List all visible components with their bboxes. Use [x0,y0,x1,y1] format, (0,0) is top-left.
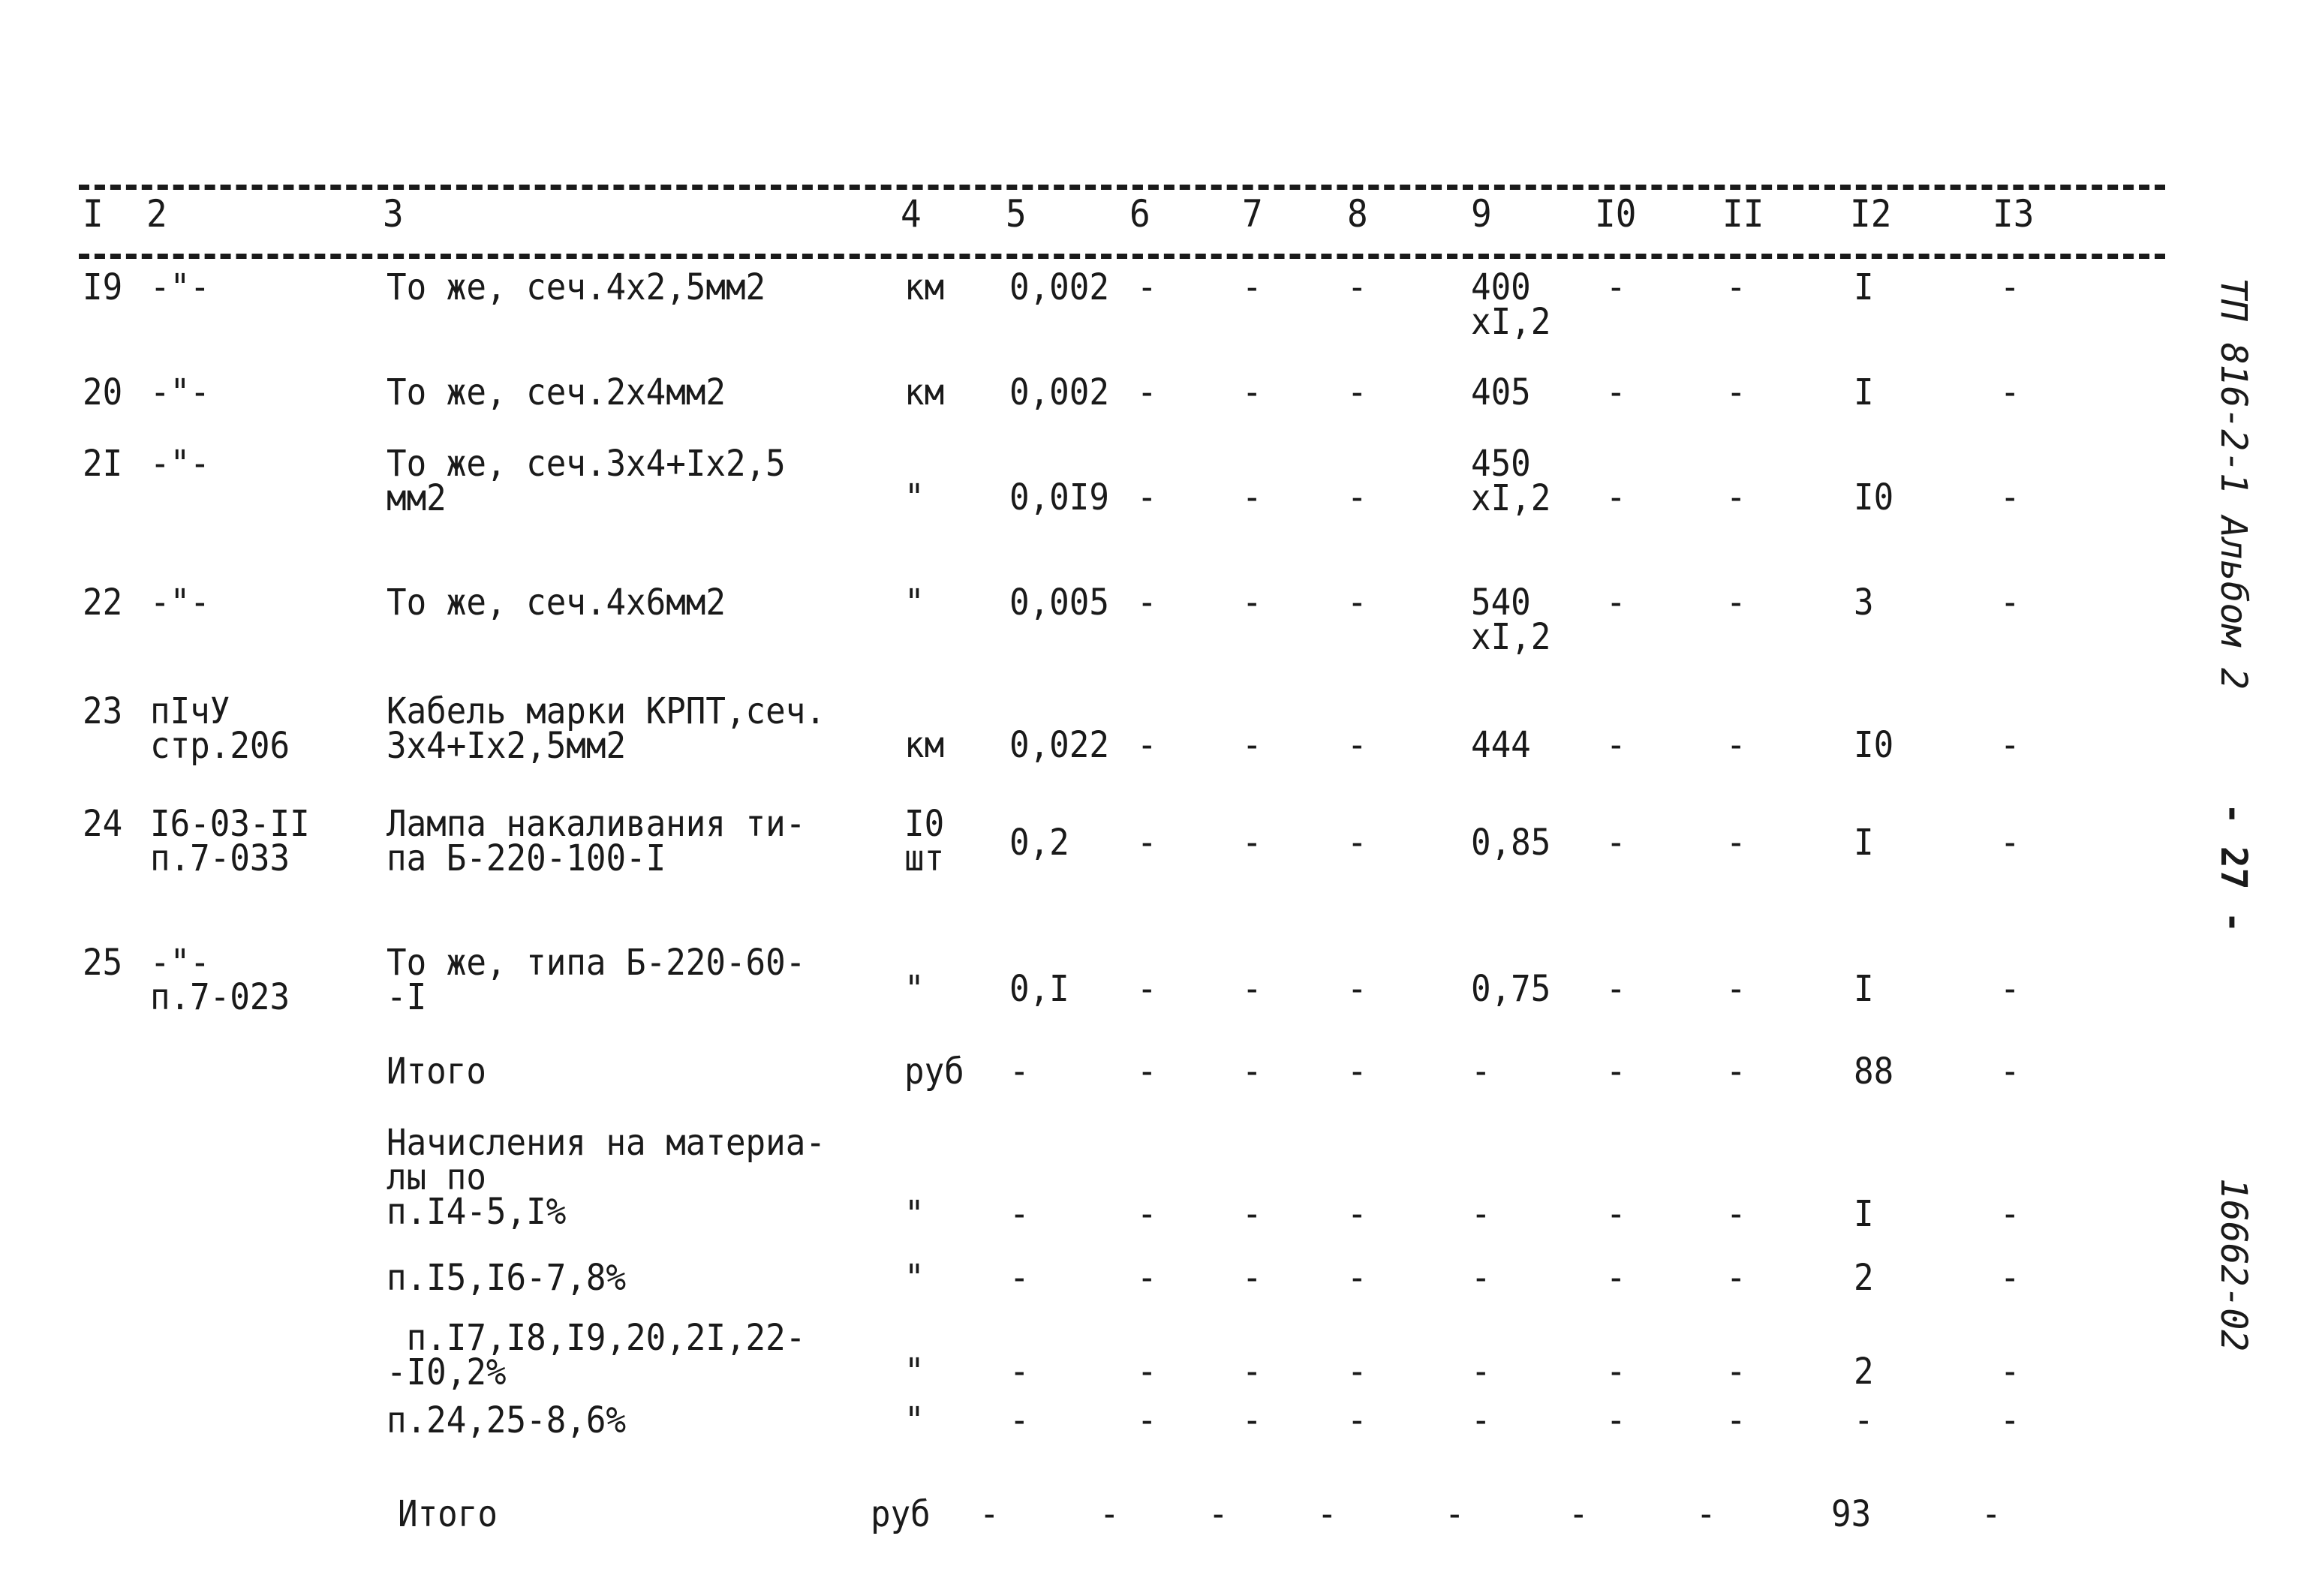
col-8-value: - [1347,968,1367,1010]
col-7-value: - [1242,476,1262,518]
col-5-value: - [1009,1050,1030,1093]
col-10-value: - [1606,1193,1626,1235]
norm-reference: -"- [150,443,210,485]
unit: I0 шт [904,803,945,879]
item-description: Итого [387,1050,486,1093]
col-10-value: - [1606,724,1626,766]
column-header-11: II [1722,192,1764,236]
col-6-value: - [1137,1193,1157,1235]
col-11-value: - [1726,1399,1746,1441]
col-8-value: - [1347,1193,1367,1235]
col-5-value: - [1009,1351,1030,1393]
col-5-value: 0,2 [1009,822,1069,864]
col-9-value: - [1471,1193,1491,1235]
col-7-value: - [1242,724,1262,766]
column-header-3: 3 [383,192,404,236]
col-6-value: - [1137,822,1157,864]
col-8-value: - [1347,266,1367,308]
unit: " [904,1399,925,1441]
col-7-value: - [1242,266,1262,308]
col-10-value: - [1606,582,1626,624]
col-13-value: - [2000,266,2020,308]
col-5-value: 0,0I9 [1009,476,1109,518]
total-c6: - [1099,1493,1120,1535]
col-11-value: - [1726,822,1746,864]
item-description: То же, сеч.2х4мм2 [387,371,726,413]
header-top-rule [79,185,2165,190]
col-12-value: I [1854,822,1874,864]
col-5-value: - [1009,1257,1030,1299]
col-11-value: - [1726,582,1746,624]
col-11-value: - [1726,1351,1746,1393]
col-6-value: - [1137,724,1157,766]
item-description: п.I7,I8,I9,20,2I,22- -I0,2% [387,1317,806,1393]
col-6-value: - [1137,266,1157,308]
col-12-value: 88 [1854,1050,1894,1093]
col-6-value: - [1137,1050,1157,1093]
col-10-value: - [1606,1257,1626,1299]
col-12-value: 3 [1854,582,1874,624]
unit: " [904,476,925,518]
total-c11: - [1696,1493,1716,1535]
row-number: 22 [83,582,123,624]
col-10-value: - [1606,822,1626,864]
item-description: Кабель марки КРПТ,сеч. 3х4+Iх2,5мм2 [387,690,826,767]
norm-reference: -"- п.7-023 [150,942,290,1018]
col-8-value: - [1347,582,1367,624]
total-c12: 93 [1831,1493,1872,1535]
col-9-value: 0,85 [1471,822,1551,864]
col-7-value: - [1242,968,1262,1010]
col-10-value: - [1606,968,1626,1010]
col-5-value: 0,022 [1009,724,1109,766]
col-5-value: 0,002 [1009,371,1109,413]
column-header-10: I0 [1595,192,1637,236]
col-9-value: - [1471,1050,1491,1093]
total-c9: - [1445,1493,1465,1535]
col-9-value: 540 xI,2 [1471,582,1551,658]
col-13-value: - [2000,1399,2020,1441]
column-header-5: 5 [1006,192,1027,236]
col-7-value: - [1242,822,1262,864]
col-9-value: 0,75 [1471,968,1551,1010]
row-number: 20 [83,371,123,413]
col-12-value: I [1854,1193,1874,1235]
unit: " [904,1351,925,1393]
col-5-value: 0,005 [1009,582,1109,624]
col-7-value: - [1242,1193,1262,1235]
col-7-value: - [1242,1399,1262,1441]
item-description: То же, типа Б-220-60- -I [387,942,806,1018]
col-11-value: - [1726,968,1746,1010]
unit: " [904,968,925,1010]
column-header-6: 6 [1129,192,1150,236]
total-c10: - [1569,1493,1589,1535]
row-number: 2I [83,443,123,485]
col-13-value: - [2000,1257,2020,1299]
col-9-value: - [1471,1351,1491,1393]
col-13-value: - [2000,476,2020,518]
col-12-value: I0 [1854,724,1894,766]
norm-reference: -"- [150,266,210,308]
norm-reference: -"- [150,371,210,413]
col-6-value: - [1137,968,1157,1010]
unit: км [904,371,945,413]
item-description: Начисления на материа- лы по п.I4-5,I% [387,1122,826,1233]
norm-reference: пIчУ стр.206 [150,690,290,767]
col-10-value: - [1606,1399,1626,1441]
col-8-value: - [1347,476,1367,518]
col-7-value: - [1242,371,1262,413]
col-7-value: - [1242,1351,1262,1393]
col-13-value: - [2000,822,2020,864]
col-12-value: 2 [1854,1351,1874,1393]
col-12-value: I0 [1854,476,1894,518]
total-c13: - [1981,1493,2002,1535]
row-number: I9 [83,266,123,308]
col-5-value: - [1009,1193,1030,1235]
col-6-value: - [1137,1257,1157,1299]
col-11-value: - [1726,476,1746,518]
item-description: То же, сеч.4х2,5мм2 [387,266,766,308]
total-unit: руб [871,1493,931,1535]
col-8-value: - [1347,1050,1367,1093]
col-13-value: - [2000,371,2020,413]
col-11-value: - [1726,266,1746,308]
col-6-value: - [1137,476,1157,518]
col-13-value: - [2000,1351,2020,1393]
col-5-value: 0,I [1009,968,1069,1010]
page-number: - 27 - [2212,803,2254,933]
col-7-value: - [1242,1050,1262,1093]
column-header-1: I [83,192,104,236]
item-description: То же, сеч.3х4+Iх2,5 мм2 [387,443,786,519]
col-10-value: - [1606,1050,1626,1093]
col-7-value: - [1242,582,1262,624]
col-9-value: 444 [1471,724,1531,766]
column-header-7: 7 [1242,192,1263,236]
col-6-value: - [1137,1399,1157,1441]
col-8-value: - [1347,1399,1367,1441]
column-header-4: 4 [901,192,922,236]
row-number: 23 [83,690,123,732]
column-header-9: 9 [1471,192,1492,236]
unit: " [904,1257,925,1299]
total-label: Итого [398,1493,498,1535]
item-description: п.24,25-8,6% [387,1399,627,1441]
col-5-value: - [1009,1399,1030,1441]
col-12-value: I [1854,371,1874,413]
col-9-value: 405 [1471,371,1531,413]
unit: км [904,266,945,308]
col-12-value: I [1854,968,1874,1010]
row-number: 24 [83,803,123,845]
col-10-value: - [1606,371,1626,413]
col-12-value: 2 [1854,1257,1874,1299]
col-13-value: - [2000,1193,2020,1235]
col-12-value: - [1854,1399,1874,1441]
column-header-12: I2 [1850,192,1892,236]
col-8-value: - [1347,371,1367,413]
col-11-value: - [1726,724,1746,766]
column-header-8: 8 [1347,192,1368,236]
column-header-2: 2 [146,192,167,236]
col-11-value: - [1726,1193,1746,1235]
unit: " [904,582,925,624]
col-11-value: - [1726,371,1746,413]
col-9-value: 400 xI,2 [1471,266,1551,343]
col-13-value: - [2000,1050,2020,1093]
col-8-value: - [1347,822,1367,864]
col-5-value: 0,002 [1009,266,1109,308]
total-c7: - [1208,1493,1229,1535]
sheet-code: 16662-02 [2212,1178,2254,1352]
norm-reference: I6-03-II п.7-033 [150,803,310,879]
col-9-value: 450 xI,2 [1471,443,1551,519]
col-9-value: - [1471,1257,1491,1299]
item-description: п.I5,I6-7,8% [387,1257,627,1299]
col-10-value: - [1606,1351,1626,1393]
col-8-value: - [1347,1351,1367,1393]
col-11-value: - [1726,1257,1746,1299]
norm-reference: -"- [150,582,210,624]
col-13-value: - [2000,582,2020,624]
col-11-value: - [1726,1050,1746,1093]
col-8-value: - [1347,1257,1367,1299]
col-12-value: I [1854,266,1874,308]
item-description: То же, сеч.4х6мм2 [387,582,726,624]
col-8-value: - [1347,724,1367,766]
col-13-value: - [2000,968,2020,1010]
unit: руб [904,1050,964,1093]
col-6-value: - [1137,1351,1157,1393]
header-bottom-rule [79,254,2165,259]
col-9-value: - [1471,1399,1491,1441]
total-c8: - [1317,1493,1337,1535]
total-c5: - [979,1493,1000,1535]
col-6-value: - [1137,582,1157,624]
col-7-value: - [1242,1257,1262,1299]
row-number: 25 [83,942,123,984]
col-10-value: - [1606,266,1626,308]
unit: " [904,1193,925,1235]
col-13-value: - [2000,724,2020,766]
column-header-13: I3 [1993,192,2035,236]
col-10-value: - [1606,476,1626,518]
item-description: Лампа накаливания ти- па Б-220-100-I [387,803,806,879]
document-code: ТП 816-2-1 Альбом 2 [2212,278,2254,690]
col-6-value: - [1137,371,1157,413]
unit: км [904,724,945,766]
